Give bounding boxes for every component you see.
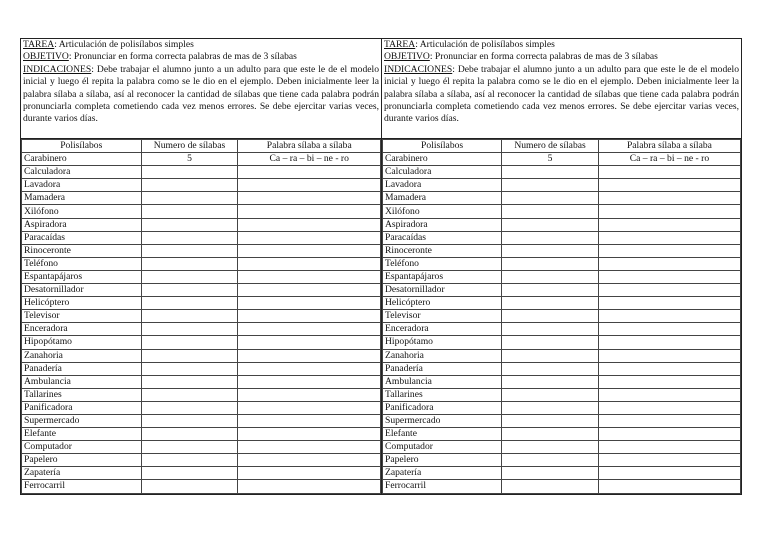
syllable-split-cell[interactable] (598, 441, 740, 454)
instructions-line (384, 64, 739, 126)
objective-line (23, 51, 379, 63)
syllable-split-cell[interactable] (238, 284, 381, 297)
syllable-count-cell[interactable] (141, 323, 238, 336)
syllable-count-cell[interactable] (141, 362, 238, 375)
syllable-split-cell[interactable] (598, 205, 740, 218)
worksheet-panel-left (21, 39, 381, 494)
syllable-split-cell[interactable] (238, 192, 381, 205)
word-cell: Teléfono (383, 257, 502, 270)
table-row (383, 284, 741, 297)
syllable-count-cell[interactable] (502, 205, 599, 218)
word-cell: Helicóptero (383, 297, 502, 310)
syllable-split-cell[interactable] (238, 257, 381, 270)
table-row (22, 257, 381, 270)
word-cell: Zanahoria (22, 349, 142, 362)
syllable-count-cell[interactable]: 5 (141, 153, 238, 166)
word-cell: Paracaídas (22, 231, 142, 244)
table-row (383, 480, 741, 493)
syllable-split-cell[interactable] (598, 297, 740, 310)
syllable-split-cell[interactable] (598, 192, 740, 205)
syllable-count-cell[interactable] (502, 441, 599, 454)
syllable-count-cell[interactable] (141, 349, 238, 362)
syllable-count-cell[interactable] (502, 284, 599, 297)
table-row (383, 166, 741, 179)
syllable-count-cell[interactable] (502, 166, 599, 179)
header-polysyllables: Polisílabos (383, 140, 502, 153)
syllable-count-cell[interactable] (141, 454, 238, 467)
syllable-split-cell[interactable] (598, 349, 740, 362)
table-row (22, 375, 381, 388)
word-cell: Calculadora (383, 166, 502, 179)
syllable-split-cell[interactable] (598, 166, 740, 179)
word-cell: Xilófono (22, 205, 142, 218)
table-row (383, 336, 741, 349)
syllable-count-cell[interactable] (502, 231, 599, 244)
syllable-split-cell[interactable] (238, 441, 381, 454)
word-cell: Televisor (22, 310, 142, 323)
instructions-line (23, 64, 379, 126)
table-row (22, 362, 381, 375)
syllable-count-cell[interactable] (502, 428, 599, 441)
syllable-count-cell[interactable] (141, 401, 238, 414)
syllable-split-cell[interactable] (598, 401, 740, 414)
syllable-split-cell[interactable] (238, 166, 381, 179)
word-cell: Paracaídas (383, 231, 502, 244)
syllable-split-cell[interactable] (598, 454, 740, 467)
table-row (22, 401, 381, 414)
syllable-count-cell[interactable] (141, 166, 238, 179)
table-row (383, 454, 741, 467)
table-row (22, 428, 381, 441)
syllable-split-cell[interactable] (598, 257, 740, 270)
syllable-count-cell[interactable] (141, 375, 238, 388)
syllable-count-cell[interactable] (141, 218, 238, 231)
table-row (383, 362, 741, 375)
table-row (383, 467, 741, 480)
instructions-text: : Debe trabajar el alumno junto a un adulto para que este le de el modelo inicial y luego él repita la palabra como se le dio en el ejemplo. Deben inicialmente leer la palabra sílaba a sílaba, así al reconocer la cantidad de sílabas que tiene cada palabra podrán pronunciarla completa cometiendo cada vez menos errores. Se debe ejercitar varias veces, durante varios días. (384, 63, 739, 125)
word-cell: Ambulancia (383, 375, 502, 388)
word-cell: Zapatería (383, 467, 502, 480)
table-row (22, 349, 381, 362)
table-row (383, 153, 741, 166)
syllable-count-cell[interactable] (141, 480, 238, 493)
syllable-split-cell[interactable] (238, 414, 381, 427)
word-cell: Aspiradora (22, 218, 142, 231)
syllable-split-cell[interactable] (238, 336, 381, 349)
syllable-split-cell[interactable] (238, 401, 381, 414)
table-row (383, 401, 741, 414)
syllable-count-cell[interactable] (502, 362, 599, 375)
word-cell: Hipopótamo (22, 336, 142, 349)
table-row (22, 205, 381, 218)
syllable-count-cell[interactable] (502, 388, 599, 401)
table-row (383, 192, 741, 205)
syllable-split-cell[interactable] (238, 231, 381, 244)
word-cell: Elefante (22, 428, 142, 441)
syllable-split-cell[interactable] (238, 388, 381, 401)
header-syllable-count: Numero de sílabas (141, 140, 238, 153)
syllable-count-cell[interactable] (141, 257, 238, 270)
syllable-count-cell[interactable] (502, 244, 599, 257)
word-cell: Aspiradora (383, 218, 502, 231)
table-row (383, 179, 741, 192)
syllable-count-cell[interactable] (141, 428, 238, 441)
table-row (22, 270, 381, 283)
table-row (22, 336, 381, 349)
table-row (383, 297, 741, 310)
syllable-split-cell[interactable] (238, 467, 381, 480)
task-text: : Articulación de polisílabos simples (415, 39, 555, 50)
syllable-count-cell[interactable] (502, 270, 599, 283)
word-cell: Ferrocarril (22, 480, 142, 493)
header-polysyllables: Polisílabos (22, 140, 142, 153)
word-cell: Zapatería (22, 467, 142, 480)
table-row (22, 467, 381, 480)
objective-text: : Pronunciar en forma correcta palabras de mas de 3 sílabas (68, 51, 297, 63)
syllable-count-cell[interactable] (141, 467, 238, 480)
syllable-table (382, 139, 741, 494)
word-cell: Xilófono (383, 205, 502, 218)
word-cell: Computador (22, 441, 142, 454)
word-cell: Papelero (383, 454, 502, 467)
syllable-count-cell[interactable] (502, 336, 599, 349)
syllable-split-cell[interactable] (238, 179, 381, 192)
word-cell: Ferrocarril (383, 480, 502, 493)
objective-label: OBJETIVO (23, 51, 69, 63)
task-label: TAREA (384, 39, 416, 50)
syllable-count-cell[interactable] (502, 179, 599, 192)
header-syllable-count: Numero de sílabas (502, 140, 599, 153)
task-line (23, 39, 379, 51)
table-row (383, 441, 741, 454)
word-cell: Enceradora (383, 323, 502, 336)
word-cell: Lavadora (22, 179, 142, 192)
word-cell: Mamadera (383, 192, 502, 205)
syllable-split-cell[interactable] (598, 362, 740, 375)
syllable-split-cell[interactable] (598, 244, 740, 257)
word-cell: Lavadora (383, 179, 502, 192)
table-body (383, 153, 741, 493)
table-row (22, 244, 381, 257)
word-cell: Teléfono (22, 257, 142, 270)
syllable-split-cell[interactable] (238, 375, 381, 388)
objective-text: : Pronunciar en forma correcta palabras de mas de 3 sílabas (429, 51, 658, 63)
worksheet-panel-right (381, 39, 741, 494)
table-row (383, 218, 741, 231)
word-cell: Helicóptero (22, 297, 142, 310)
syllable-split-cell[interactable] (598, 375, 740, 388)
table-row (22, 192, 381, 205)
word-cell: Desatornillador (22, 284, 142, 297)
table-row (383, 205, 741, 218)
worksheet (20, 38, 742, 495)
syllable-split-cell[interactable] (238, 218, 381, 231)
header-syllable-split: Palabra sílaba a sílaba (598, 140, 740, 153)
word-cell: Carabinero (383, 153, 502, 166)
word-cell: Televisor (383, 310, 502, 323)
objective-label: OBJETIVO (384, 51, 430, 63)
syllable-count-cell[interactable] (141, 388, 238, 401)
word-cell: Desatornillador (383, 284, 502, 297)
table-row (383, 257, 741, 270)
word-cell: Enceradora (22, 323, 142, 336)
syllable-count-cell[interactable] (141, 414, 238, 427)
table-row (383, 349, 741, 362)
syllable-count-cell[interactable] (502, 257, 599, 270)
word-cell: Carabinero (22, 153, 142, 166)
syllable-split-cell[interactable]: Ca – ra – bi – ne - ro (598, 153, 740, 166)
syllable-count-cell[interactable] (502, 375, 599, 388)
table-row (383, 231, 741, 244)
syllable-count-cell[interactable] (141, 192, 238, 205)
syllable-table (21, 139, 381, 494)
syllable-count-cell[interactable] (502, 192, 599, 205)
word-cell: Computador (383, 441, 502, 454)
word-cell: Calculadora (22, 166, 142, 179)
table-row (383, 388, 741, 401)
word-cell: Panadería (383, 362, 502, 375)
table-header-row (383, 140, 741, 153)
word-cell: Elefante (383, 428, 502, 441)
table-body (22, 153, 381, 493)
word-cell: Espantapájaros (22, 270, 142, 283)
syllable-split-cell[interactable] (238, 362, 381, 375)
instructions-label: INDICACIONES (384, 63, 453, 75)
instructions-label: INDICACIONES (23, 63, 92, 75)
table-row (383, 428, 741, 441)
word-cell: Panificadora (383, 401, 502, 414)
syllable-count-cell[interactable] (141, 441, 238, 454)
syllable-split-cell[interactable] (238, 454, 381, 467)
syllable-split-cell[interactable] (238, 297, 381, 310)
table-row (22, 441, 381, 454)
word-cell: Panificadora (22, 401, 142, 414)
word-cell: Supermercado (383, 414, 502, 427)
table-row (383, 244, 741, 257)
syllable-count-cell[interactable] (141, 231, 238, 244)
objective-line (384, 51, 739, 63)
word-cell: Rinoceronte (22, 244, 142, 257)
table-header-row (22, 140, 381, 153)
word-cell: Papelero (22, 454, 142, 467)
syllable-split-cell[interactable] (598, 480, 740, 493)
table-row (383, 414, 741, 427)
syllable-split-cell[interactable] (238, 349, 381, 362)
syllable-count-cell[interactable] (502, 323, 599, 336)
word-cell: Tallarines (22, 388, 142, 401)
syllable-split-cell[interactable] (598, 179, 740, 192)
table-row (22, 310, 381, 323)
task-header (21, 39, 381, 139)
table-row (22, 297, 381, 310)
syllable-count-cell[interactable] (141, 336, 238, 349)
task-label: TAREA (23, 39, 55, 50)
table-row (22, 231, 381, 244)
syllable-count-cell[interactable] (141, 310, 238, 323)
table-row (22, 414, 381, 427)
word-cell: Panadería (22, 362, 142, 375)
syllable-split-cell[interactable] (238, 310, 381, 323)
word-cell: Ambulancia (22, 375, 142, 388)
table-row (22, 284, 381, 297)
instructions-text: : Debe trabajar el alumno junto a un adulto para que este le de el modelo inicial y luego él repita la palabra como se le dio en el ejemplo. Deben inicialmente leer la palabra sílaba a sílaba, así al reconocer la cantidad de sílabas que tiene cada palabra podrán pronunciarla completa cometiendo cada vez menos errores. Se debe ejercitar varias veces, durante varios días. (23, 63, 379, 125)
syllable-count-cell[interactable] (502, 414, 599, 427)
syllable-split-cell[interactable] (598, 231, 740, 244)
syllable-split-cell[interactable] (598, 388, 740, 401)
table-row (22, 323, 381, 336)
table-row (22, 454, 381, 467)
syllable-count-cell[interactable] (502, 401, 599, 414)
table-row (22, 218, 381, 231)
table-row (22, 480, 381, 493)
table-row (383, 375, 741, 388)
syllable-split-cell[interactable]: Ca – ra – bi – ne - ro (238, 153, 381, 166)
syllable-split-cell[interactable] (598, 428, 740, 441)
header-syllable-split: Palabra sílaba a sílaba (238, 140, 381, 153)
syllable-split-cell[interactable] (238, 480, 381, 493)
table-row (22, 153, 381, 166)
table-row (22, 179, 381, 192)
syllable-count-cell[interactable] (141, 244, 238, 257)
syllable-count-cell[interactable] (502, 297, 599, 310)
syllable-split-cell[interactable] (598, 218, 740, 231)
table-row (383, 310, 741, 323)
syllable-count-cell[interactable]: 5 (502, 153, 599, 166)
syllable-split-cell[interactable] (238, 244, 381, 257)
table-row (22, 166, 381, 179)
word-cell: Supermercado (22, 414, 142, 427)
syllable-count-cell[interactable] (502, 480, 599, 493)
syllable-split-cell[interactable] (598, 270, 740, 283)
syllable-count-cell[interactable] (141, 270, 238, 283)
syllable-split-cell[interactable] (238, 205, 381, 218)
word-cell: Tallarines (383, 388, 502, 401)
syllable-count-cell[interactable] (502, 218, 599, 231)
syllable-count-cell[interactable] (141, 179, 238, 192)
word-cell: Rinoceronte (383, 244, 502, 257)
syllable-split-cell[interactable] (238, 428, 381, 441)
word-cell: Hipopótamo (383, 336, 502, 349)
table-row (22, 388, 381, 401)
syllable-split-cell[interactable] (598, 336, 740, 349)
task-line (384, 39, 739, 51)
syllable-split-cell[interactable] (598, 414, 740, 427)
syllable-count-cell[interactable] (141, 284, 238, 297)
syllable-count-cell[interactable] (502, 310, 599, 323)
syllable-count-cell[interactable] (502, 349, 599, 362)
syllable-split-cell[interactable] (598, 310, 740, 323)
word-cell: Mamadera (22, 192, 142, 205)
syllable-count-cell[interactable] (141, 297, 238, 310)
syllable-split-cell[interactable] (598, 323, 740, 336)
word-cell: Zanahoria (383, 349, 502, 362)
syllable-split-cell[interactable] (598, 284, 740, 297)
table-row (383, 270, 741, 283)
syllable-count-cell[interactable] (502, 454, 599, 467)
task-header (382, 39, 741, 139)
word-cell: Espantapájaros (383, 270, 502, 283)
syllable-split-cell[interactable] (598, 467, 740, 480)
syllable-split-cell[interactable] (238, 323, 381, 336)
syllable-split-cell[interactable] (238, 270, 381, 283)
task-text: : Articulación de polisílabos simples (54, 39, 194, 50)
table-row (383, 323, 741, 336)
syllable-count-cell[interactable] (502, 467, 599, 480)
syllable-count-cell[interactable] (141, 205, 238, 218)
